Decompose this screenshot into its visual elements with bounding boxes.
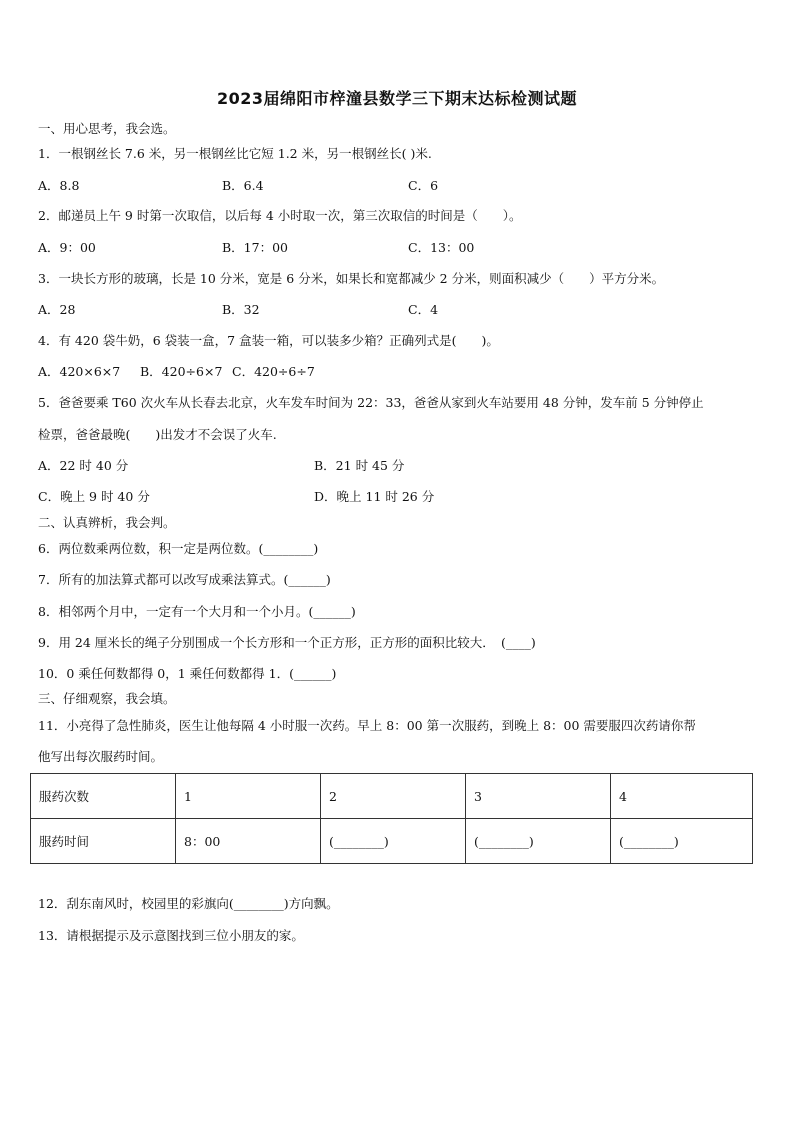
question-11-line-1: 11．小亮得了急性肺炎，医生让他每隔 4 小时服一次药。早上 8：00 第一次服药，到晚上 8：00 需要服四次药请你帮 (38, 718, 696, 733)
question-3: 3．一块长方形的玻璃，长是 10 分米，宽是 6 分米，如果长和宽都减少 2 分米，则面积减少（ ）平方分米。 (38, 271, 665, 286)
table-cell: 1 (176, 774, 321, 819)
table-row (31, 774, 753, 819)
q3-option-b: B．32 (222, 302, 260, 317)
q5-option-b: B．21 时 45 分 (314, 458, 405, 473)
q3-option-c: C．4 (408, 302, 439, 317)
question-2: 2．邮递员上午 9 时第一次取信，以后每 4 小时取一次，第三次取信的时间是（ ）。 (38, 208, 522, 223)
q3-option-a: A．28 (38, 302, 76, 317)
answer-blank[interactable]: (________) (466, 819, 611, 864)
q2-option-a: A．9：00 (38, 240, 96, 255)
question-9: 9．用 24 厘米长的绳子分别围成一个长方形和一个正方形，正方形的面积比较大． (____) (38, 635, 536, 650)
table-cell: 4 (611, 774, 753, 819)
question-13: 13．请根据提示及示意图找到三位小朋友的家。 (38, 928, 304, 943)
table-cell: 8：00 (176, 819, 321, 864)
q2-option-c: C．13：00 (408, 240, 475, 255)
question-1: 1．一根钢丝长 7.6 米，另一根钢丝比它短 1.2 米，另一根钢丝长( )米. (38, 146, 432, 161)
q2-option-b: B．17：00 (222, 240, 288, 255)
section-heading-1: 一、用心思考，我会选。 (38, 121, 176, 136)
question-7: 7．所有的加法算式都可以改写成乘法算式。(______) (38, 572, 331, 587)
answer-blank[interactable]: (________) (321, 819, 466, 864)
question-4: 4．有 420 袋牛奶，6 袋装一盒，7 盒装一箱，可以装多少箱？正确列式是( )。 (38, 333, 499, 348)
table-cell: 服药时间 (31, 819, 176, 864)
table-cell: 服药次数 (31, 774, 176, 819)
question-11-line-2: 他写出每次服药时间。 (38, 749, 164, 764)
q1-option-a: A．8.8 (38, 178, 80, 193)
question-8: 8．相邻两个月中，一定有一个大月和一个小月。(______) (38, 604, 356, 619)
section-heading-2: 二、认真辨析，我会判。 (38, 515, 176, 530)
question-6: 6．两位数乘两位数，积一定是两位数。(________) (38, 541, 319, 556)
q1-option-b: B．6.4 (222, 178, 264, 193)
q5-option-d: D．晚上 11 时 26 分 (314, 489, 435, 504)
section-heading-3: 三、仔细观察，我会填。 (38, 691, 176, 706)
page-title: 2023届绵阳市梓潼县数学三下期末达标检测试题 (216, 89, 578, 108)
question-5-line-2: 检票，爸爸最晚( )出发才不会误了火车. (38, 427, 277, 442)
table-row (31, 819, 753, 864)
table-cell: 2 (321, 774, 466, 819)
q4-option-a: A．420×6×7 (38, 364, 121, 379)
question-12: 12．刮东南风时，校园里的彩旗向(________)方向飘。 (38, 896, 339, 911)
answer-blank[interactable]: (________) (611, 819, 753, 864)
q4-option-c: C．420÷6÷7 (232, 364, 315, 379)
medication-schedule-table (30, 773, 753, 864)
q4-option-b: B．420÷6×7 (140, 364, 223, 379)
q5-option-a: A．22 时 40 分 (38, 458, 129, 473)
q5-option-c: C．晚上 9 时 40 分 (38, 489, 150, 504)
question-10: 10．0 乘任何数都得 0，1 乘任何数都得 1．(______) (38, 666, 337, 681)
q1-option-c: C．6 (408, 178, 439, 193)
question-5-line-1: 5．爸爸要乘 T60 次火车从长春去北京，火车发车时间为 22：33，爸爸从家到火车站要用 48 分钟，发车前 5 分钟停止 (38, 395, 704, 410)
table-cell: 3 (466, 774, 611, 819)
